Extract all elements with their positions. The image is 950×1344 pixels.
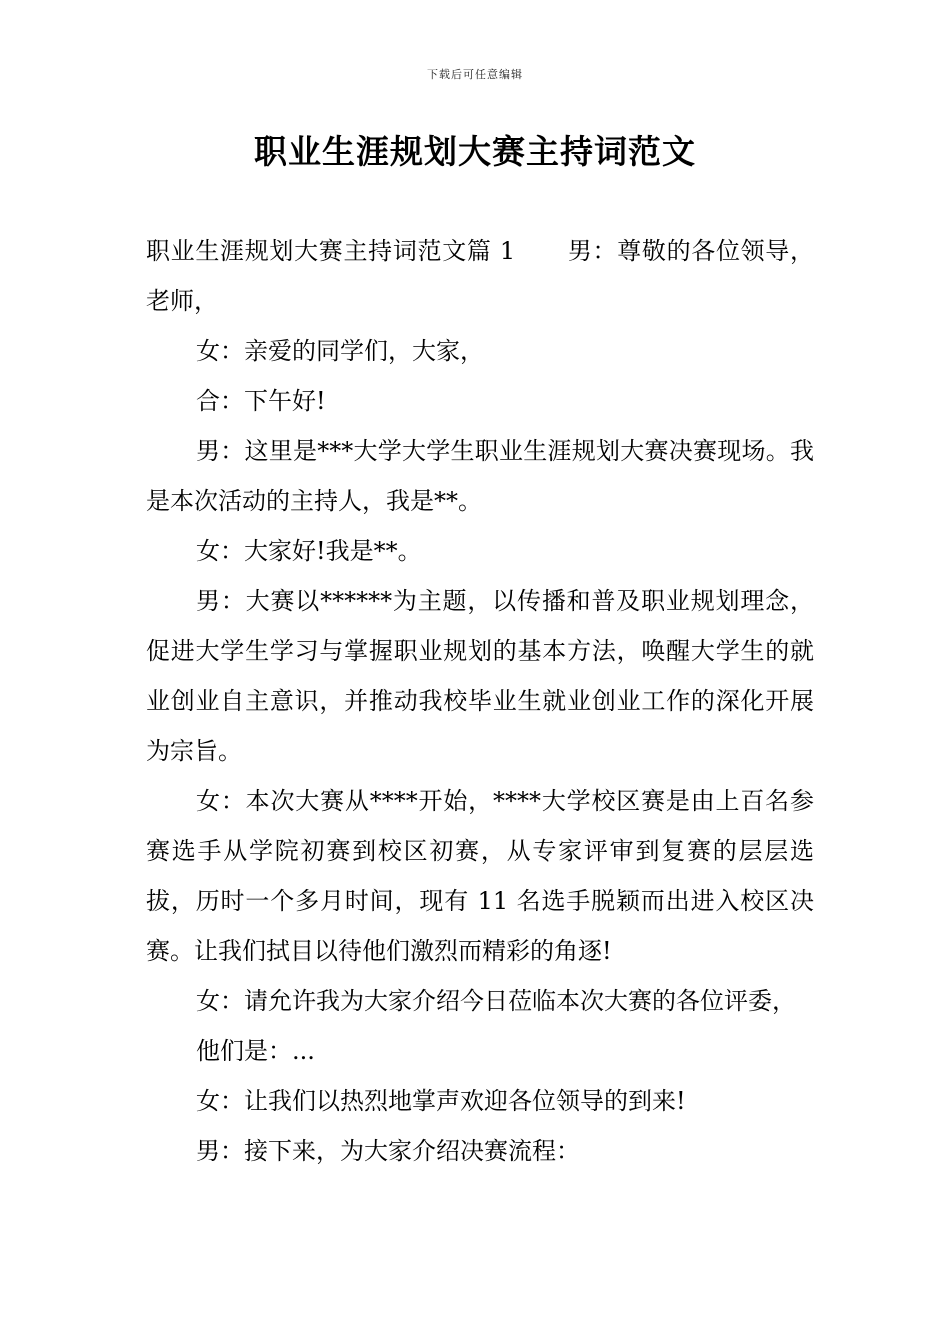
document-title: 职业生涯规划大赛主持词范文 xyxy=(254,132,696,171)
document-body xyxy=(146,226,814,1176)
paragraph: 女：本次大赛从****开始，****大学校区赛是由上百名参赛选手从学院初赛到校区初赛，从专家评审到复赛的层层选拔，历时一个多月时间，现有 11 名选手脱颖而出进入校区决赛。让我们拭目以待他们激烈而精彩的角逐! xyxy=(146,787,814,965)
paragraph: 女：让我们以热烈地掌声欢迎各位领导的到来! xyxy=(196,1087,686,1115)
paragraph: 男：接下来，为大家介绍决赛流程： xyxy=(196,1137,580,1165)
first-paragraph xyxy=(146,226,814,326)
paragraph: 女：大家好!我是**。 xyxy=(196,537,422,565)
section-label: 职业生涯规划大赛主持词范文篇 1 xyxy=(146,237,516,265)
paragraph: 女：请允许我为大家介绍今日莅临本次大赛的各位评委， xyxy=(196,987,796,1015)
paragraph: 他们是：... xyxy=(196,1037,315,1065)
paragraph: 女：亲爱的同学们，大家， xyxy=(196,337,484,365)
download-note: 下载后可任意编辑 xyxy=(427,68,523,81)
paragraph: 合：下午好! xyxy=(196,387,326,415)
paragraph: 男：这里是***大学大学生职业生涯规划大赛决赛现场。我是本次活动的主持人，我是**。 xyxy=(146,437,814,515)
first-paragraph-text: 男：尊敬的各位领导，老师， xyxy=(146,237,814,315)
paragraph: 男：大赛以******为主题，以传播和普及职业规划理念，促进大学生学习与掌握职业规划的基本方法，唤醒大学生的就业创业自主意识，并推动我校毕业生就业创业工作的深化开展为宗旨。 xyxy=(146,587,814,765)
